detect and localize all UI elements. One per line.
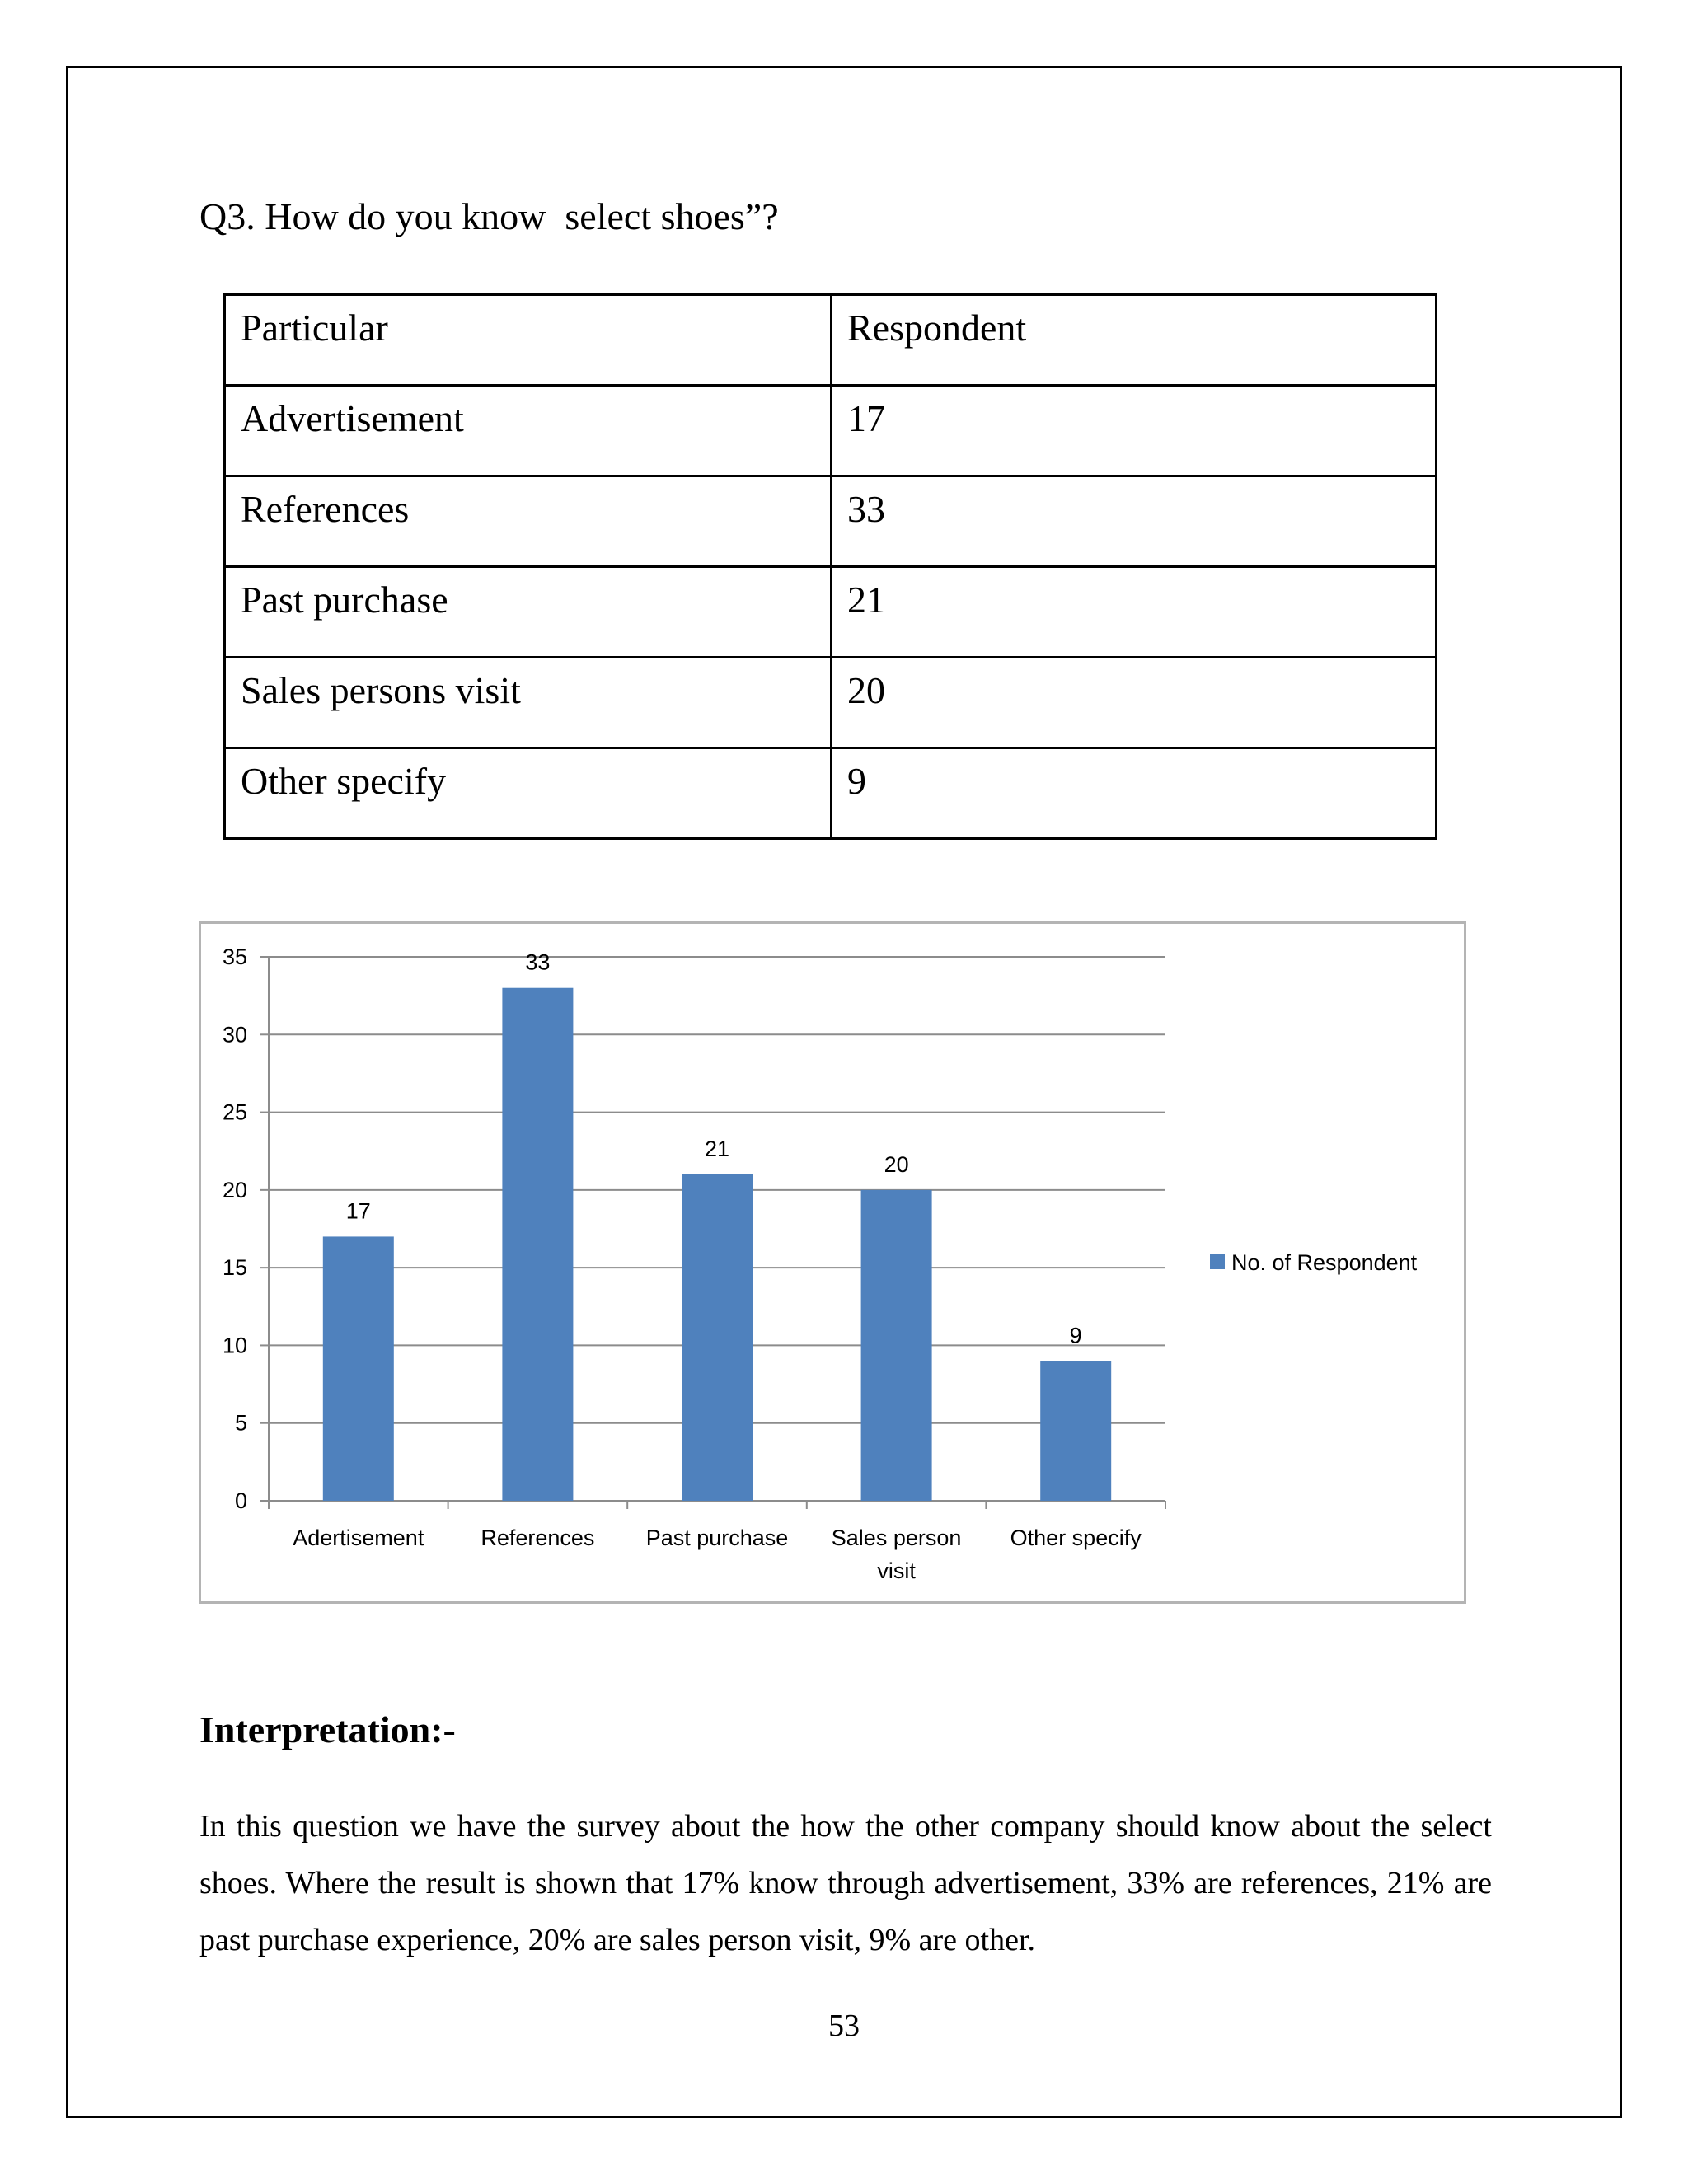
x-tick-label: References	[481, 1526, 595, 1550]
y-tick-label: 0	[234, 1488, 247, 1513]
y-tick-label: 35	[222, 944, 247, 969]
table-cell-particular: Other specify	[225, 748, 832, 839]
interpretation-text: In this question we have the survey about the how the other company should know about the select shoes. Where the result is shown that 17% know through advertisement, 33% are references, 21% are past purchase experience, 20% are sales person visit, 9% are other.	[199, 1809, 1492, 1957]
data-label: 9	[1069, 1323, 1082, 1348]
table-header-particular: Particular	[225, 295, 832, 386]
table-cell-particular: References	[225, 476, 832, 567]
bar	[682, 1174, 753, 1501]
x-tick-label: visit	[877, 1558, 916, 1583]
y-tick-label: 30	[222, 1022, 247, 1047]
y-tick-label: 5	[234, 1410, 247, 1436]
data-label: 20	[884, 1151, 909, 1177]
x-tick-label: Adertisement	[293, 1526, 424, 1550]
data-label: 17	[345, 1198, 371, 1224]
interpretation-heading: Interpretation:-	[199, 1708, 456, 1750]
table-cell-particular: Past purchase	[225, 567, 832, 658]
x-tick-label: Other specify	[1010, 1526, 1142, 1550]
bar	[1040, 1361, 1111, 1501]
question-title: Q3. How do you know select shoes”?	[199, 195, 779, 237]
table-row	[225, 567, 1437, 658]
table-row	[225, 386, 1437, 476]
bar	[323, 1236, 394, 1501]
bar-chart-svg	[201, 924, 1464, 1601]
table-cell-respondent: 17	[832, 386, 1437, 476]
x-tick-label: Sales person	[831, 1526, 962, 1550]
y-tick-label: 25	[222, 1099, 247, 1125]
y-tick-label: 20	[222, 1177, 247, 1202]
table-cell-particular: Sales persons visit	[225, 658, 832, 748]
table-cell-particular: Advertisement	[225, 386, 832, 476]
table-cell-respondent: 9	[832, 748, 1437, 839]
legend-swatch	[1210, 1254, 1225, 1269]
table-cell-respondent: 20	[832, 658, 1437, 748]
data-label: 21	[704, 1137, 730, 1161]
data-label: 33	[525, 949, 551, 975]
page-number: 53	[828, 2008, 860, 2043]
table-cell-respondent: 33	[832, 476, 1437, 567]
legend-label: No. of Respondent	[1231, 1250, 1418, 1275]
table-cell-respondent: 21	[832, 567, 1437, 658]
table-row	[225, 748, 1437, 839]
bar	[861, 1190, 932, 1501]
bar-chart	[199, 921, 1466, 1604]
table-header-respondent: Respondent	[832, 295, 1437, 386]
bar	[502, 988, 573, 1501]
y-tick-label: 10	[222, 1333, 247, 1358]
table-row	[225, 476, 1437, 567]
x-tick-label: Past purchase	[645, 1526, 789, 1550]
y-tick-label: 15	[222, 1255, 247, 1281]
respondent-table	[223, 293, 1437, 840]
table-row	[225, 658, 1437, 748]
table-header-row	[225, 295, 1437, 386]
